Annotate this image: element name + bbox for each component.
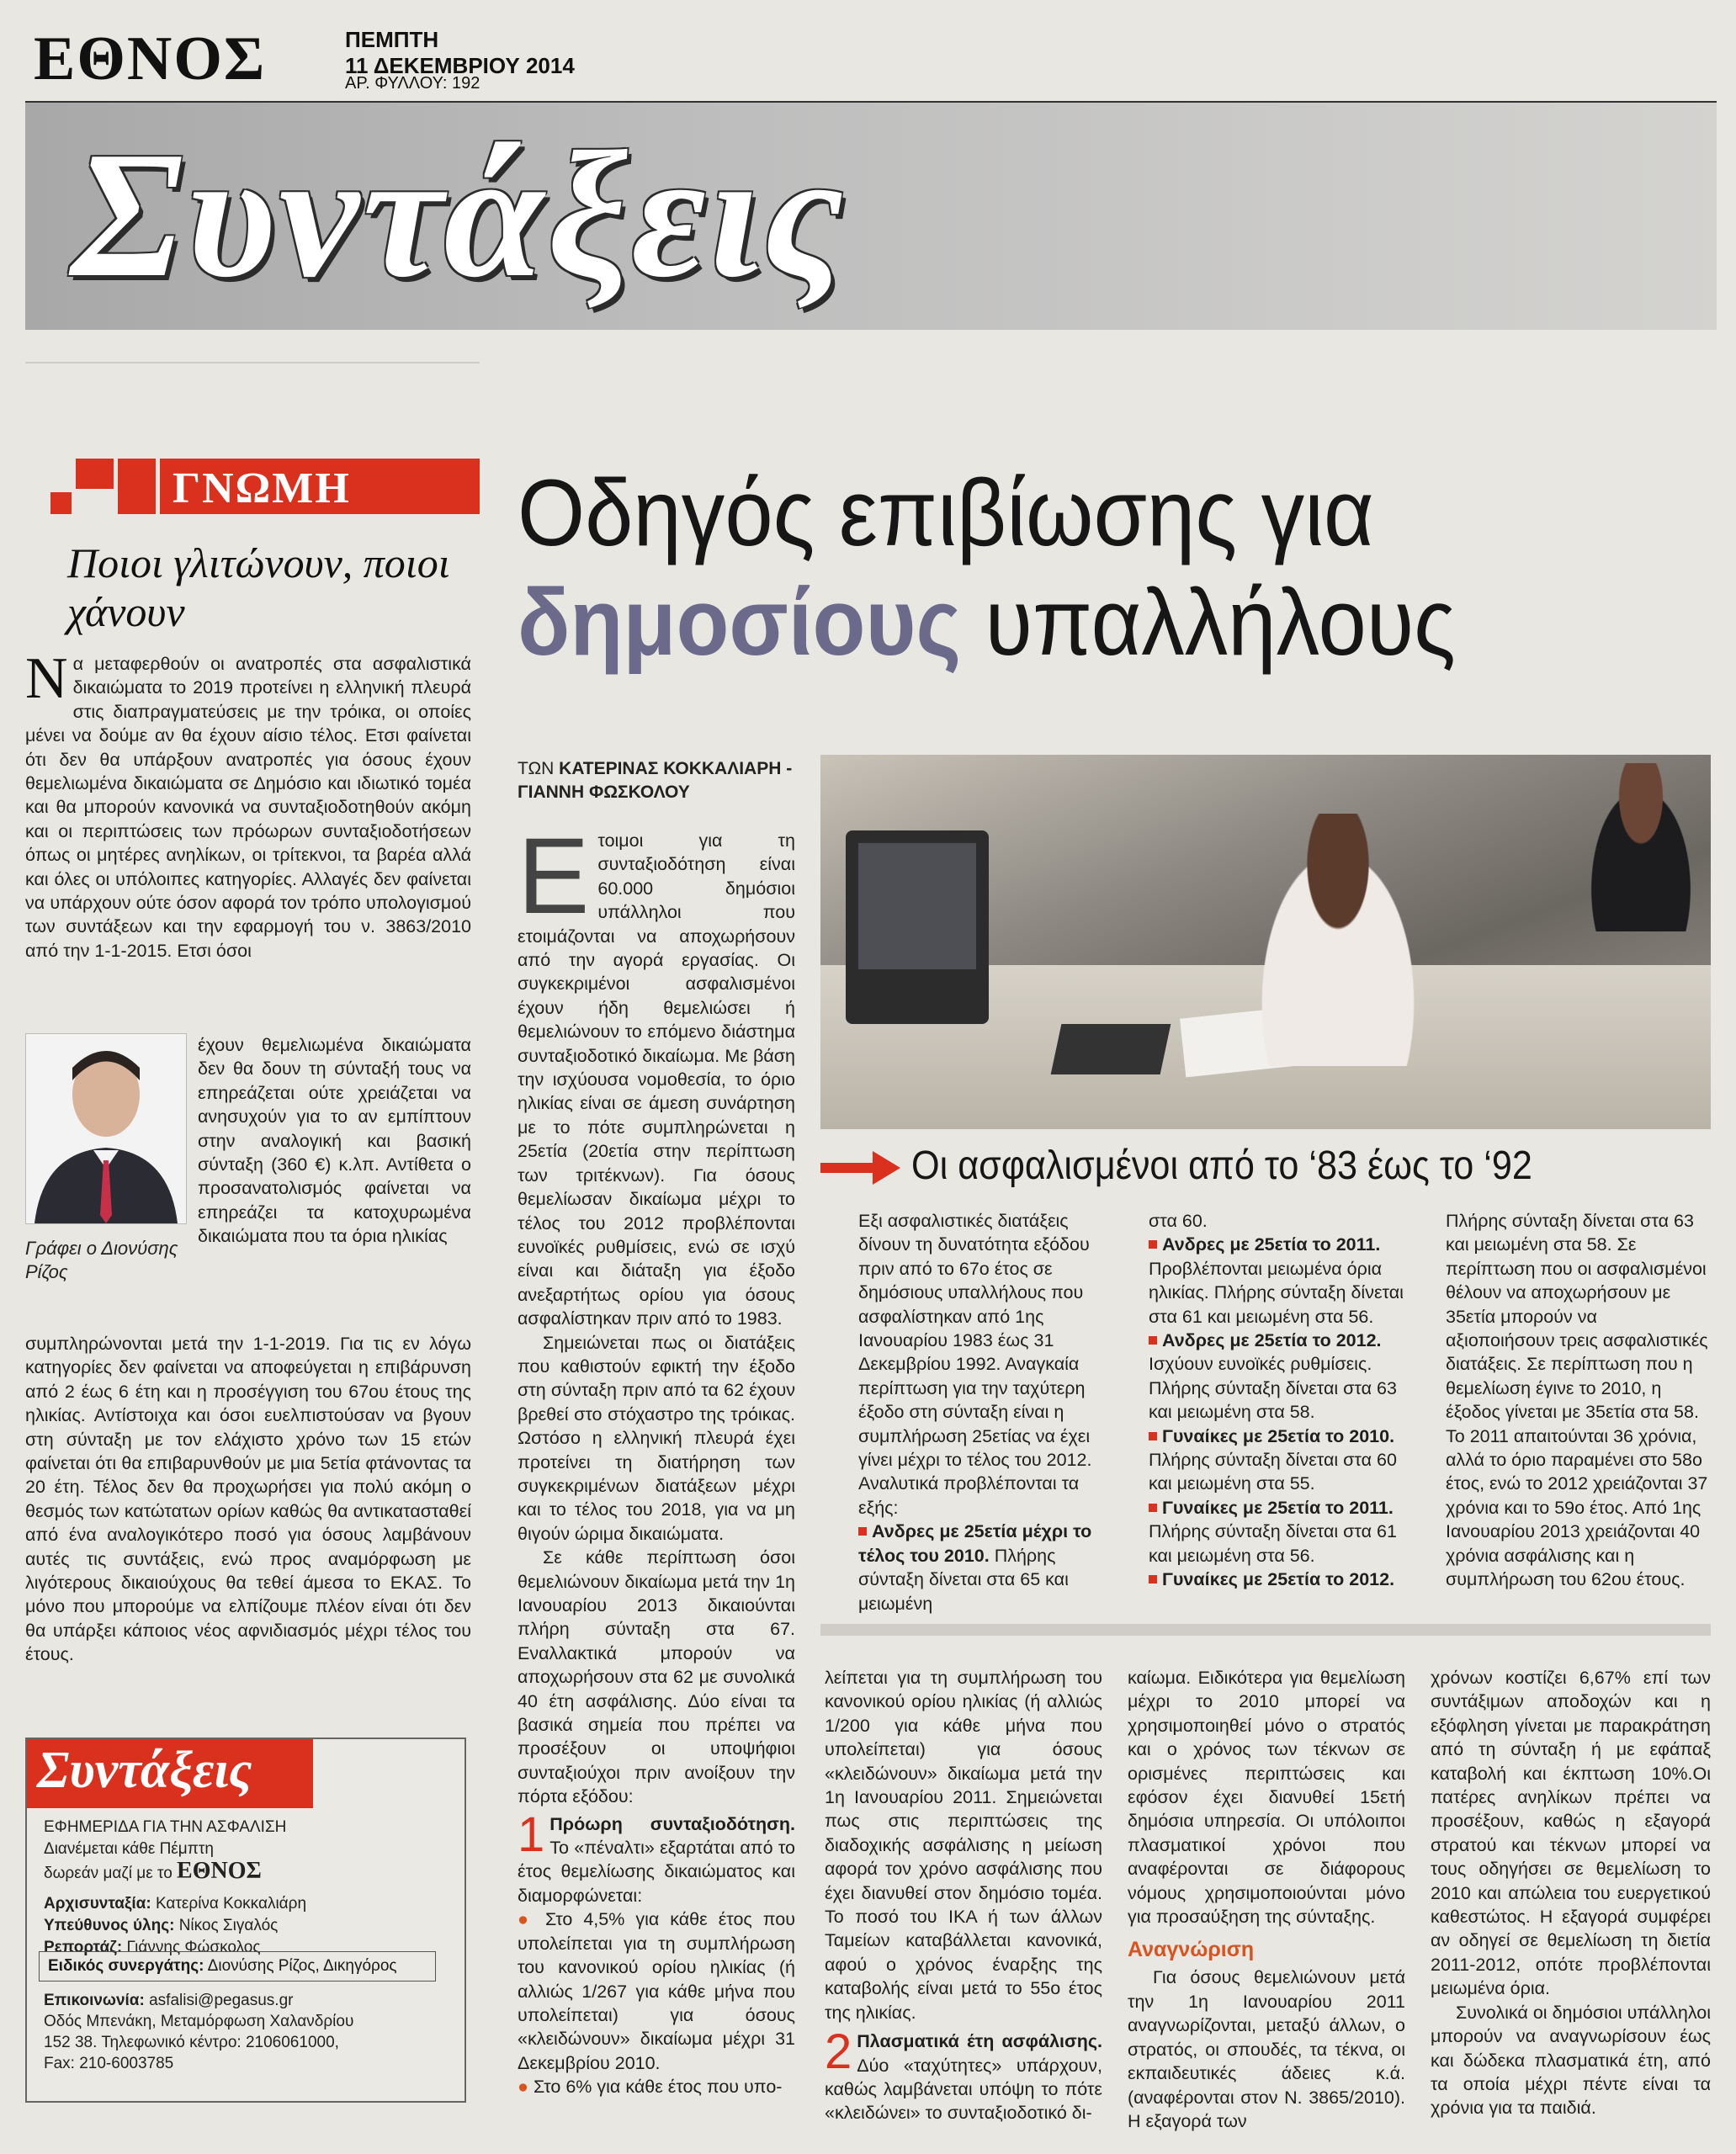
sub-bullet-text: Πλήρης σύνταξη δίνεται στα 65 και μειωμένη — [858, 1545, 1069, 1614]
special-collaborator — [39, 1951, 436, 1982]
sub-bullet-head: Γυναίκες με 25ετία το 2011. — [1162, 1497, 1394, 1518]
square-bullet-icon — [858, 1527, 867, 1536]
bottom-text-end: Συνολικά οι δημόσιοι υπάλληλοι μπορούν να αναγνωρίσουν έως και δώδεκα πλασματικά έτη, από τα οποία μέχρι πέντε είναι τα χρόνια για τα παιδιά. — [1431, 2002, 1711, 2119]
article-byline — [518, 757, 795, 804]
sub-bullet — [1149, 1425, 1418, 1496]
author-portrait-icon — [26, 1034, 186, 1223]
issue-date — [345, 27, 575, 79]
sub-bullet — [1149, 1233, 1418, 1329]
info-box-staff — [44, 1893, 456, 1915]
sub-mid: Αναλυτικά προβλέπονται τα εξής: — [858, 1473, 1080, 1518]
issue-full-date: 11 ΔΕΚΕΜΒΡΙΟΥ 2014 — [345, 53, 575, 78]
byline-prefix: ΤΩΝ — [518, 759, 555, 778]
point-text: Δύο «ταχύτητες» υπάρχουν, καθώς λαμβάνεται υπόψη το πότε «κλειδώνει» το συνταξιοδοτικό δι- — [825, 2055, 1102, 2124]
bottom-column-2 — [1128, 1666, 1405, 2133]
byline-authors: ΚΑΤΕΡΙΝΑΣ ΚΟΚΚΑΛΙΑΡΗ - ΓΙΑΝΝΗ ΦΩΣΚΟΛΟΥ — [518, 759, 793, 802]
section-title: Συντάξεις — [72, 114, 847, 315]
report-label: Ρεπορτάζ: — [44, 1939, 123, 1956]
opinion-dropcap: Ν — [25, 646, 68, 711]
bottom-column-3 — [1431, 1666, 1711, 2120]
headline-line-2 — [518, 568, 1617, 677]
sub-bullet — [1149, 1496, 1418, 1568]
issue-number: ΑΡ. ΦΥΛΛΟΥ: 192 — [345, 74, 480, 93]
photo-clerk — [1241, 814, 1435, 1066]
sub-bullet-head: Γυναίκες με 25ετία το 2012. — [1162, 1569, 1395, 1590]
article-p3: Σε κάθε περίπτωση όσοι θεμελιώνουν δικαίωμα μετά την 1η Ιανουαρίου 2013 δικαιούνται πλήρη σύνταξη στα 67. Εναλλακτικά μπορούν να αποχωρήσουν στα 62 με συνολικά 40 έτη ασφάλισης. Δύο είναι τα βασικά σημεία που πρέπει να προσέξουν οι υποψήφιοι συνταξιούχοι πριν ανοίξουν την πόρτα εξόδου: — [518, 1547, 795, 1807]
article-p1: τοιμοι για τη συνταξιοδότηση είναι 60.000 δημόσιοι υπάλληλοι που ετοιμάζονται να αποχωρήσουν από την αγορά εργασίας. Οι συγκεκριμένοι ασφαλισμένοι έχουν ήδη θεμελιώσει ή θεμελιώνουν το επόμενο διάστημα συνταξιοδοτικό δικαίωμα. Με βάση την ισχύουσα νομοθεσία, το όριο ηλικίας είναι σε άμεση συνάρτηση με το πότε συμπληρώνεται η 25ετία (20ετία στην περίπτωση των τριτέκνων). Για όσους θεμελίωσαν δικαίωμα μέχρι το τέλος του 2012 προβλέπονται ευνοϊκές ρυθμίσεις, ενώ σε ισχύ είναι και διάταξη για έξοδο ανεξαρτήτως ορίου για όσους ασφαλίστηκαν πριν από το 1983. — [518, 830, 795, 1329]
photo-keyboard — [1051, 1024, 1171, 1074]
bottom-text: καίωμα. Ειδικότερα για θεμελίωση μέχρι το 2010 μπορεί να χρησιμοποιηθεί μόνο ο στρατός και ο χρόνος των τέκνων σε ορισμένες περιπτώσεις και εφόσον έχει διανυθεί 15ετή δημόσια υπηρεσία. Οι υπόλοιποι πλασματικοί χρόνοι που αναφέρονται σε διάφορους νόμους χρησιμοποιούνται μόνο για προσαύξηση της σύνταξης. — [1128, 1668, 1405, 1928]
bullet-text: Στο 4,5% για κάθε έτος που υπολείπεται για τη συμπλήρωση του κανονικού ορίου ηλικίας (ή αλλιώς 1/267 για κάθε μήνα που υπολείπεται) για όσους «κλειδώνουν» δικαίωμα μέχρι 31 Δεκεμβρίου 2010. — [518, 1909, 795, 2073]
article-paragraph — [518, 816, 795, 1331]
opinion-intro-text: α μεταφερθούν οι ανατροπές στα ασφαλιστικά δικαιώματα το 2019 προτείνει η ελληνική πλευρά στις διαπραγματεύσεις με την τρόικα, οι οποίες μένει να δούμε αν θα έχουν αίσιο τέλος. Ετσι φαίνεται ότι δεν θα υπάρξουν ανατροπές για όσους έχουν θεμελιωμένα δικαιώματα σε Δημόσιο και ιδιωτικό τομέα και θα μπορούν κανονικά να συνταξιοδοτηθούν ακόμη και οι περιπτώσεις των πρόωρων συνταξιοδοτήσεων όπως οι μητέρες ανηλίκων, οι τρίτεκνοι, τα βαρέα αλλά και όλες οι υπόλοιπες κατηγορίες. Αλλαγές δεν φαίνεται να υπάρχουν ούτε όσον αφορά τον τρόπο υπολογισμού των συντάξεων και την εφαρμογή του ν. 3863/2010 από την 1-1-2015. Ετσι όσοι — [25, 654, 471, 961]
bottom-text: χρόνων κοστίζει 6,67% επί των συντάξιμων αποδοχών και η εξόφληση γίνεται με παρακράτηση από τη σύνταξη ή με εφάπαξ καταβολή και έκπτωση 10%.Οι πατέρες ανηλίκων πρέπει να προσέξουν, καθώς η εξαγορά στρατού και τέκνων μπορεί να τους οδηγήσει σε θεμελίωση το 2010 και απώλεια του ευεργετικού καθεστώτος. Η εξαγορά συμφέρει αν οδηγεί σε θεμελίωση τη διετία 2011-2012, οπότε προβλέπονται μειωμένα όρια. — [1431, 1668, 1711, 1999]
info-box-line: ΕΦΗΜΕΡΙΔΑ ΓΙΑ ΤΗΝ ΑΣΦΑΛΙΣΗ — [44, 1818, 287, 1836]
sub-bullet-text: Προβλέπονται μειωμένα όρια ηλικίας. Πλήρης σύνταξη δίνεται στα 61 και μειωμένη στα 56. — [1149, 1258, 1404, 1327]
sub-bullet-head: Γυναίκες με 25ετία το 2010. — [1162, 1425, 1395, 1446]
publication-info-box — [25, 1738, 466, 2103]
sub-bullet — [1149, 1568, 1418, 1591]
arrow-right-icon — [820, 1149, 900, 1186]
info-box-title: Συντάξεις — [37, 1742, 252, 1799]
photo-screen — [858, 843, 976, 969]
opinion-side-text: έχουν θεμελιωμένα δικαιώματα δεν θα δουν τη σύνταξή τους να επηρεάζεται ούτε χρειάζεται να ανησυχούν για το αν εμπίπτουν στην αναλογική και βασική σύνταξη (360 €) κ.λπ. Αντίθετα ο προσανατολισμός φαίνεται να επηρεάζει τα κατοχυρωμένα δικαιώματα που τα όρια ηλικίας — [198, 1035, 471, 1247]
opinion-title: Ποιοι γλιτώνουν, ποιοι χάνουν — [67, 539, 450, 635]
recognition-text: Για όσους θεμελιώνουν μετά την 1η Ιανουαρίου 2011 αναγνωρίζονται, μεταξύ άλλων, ο στρατός, οι σπουδές, τα τέκνα, οι εκπαιδευτικές άδειες κ.ά. (αναφέρονται στον Ν. 3865/2010). Η εξαγορά των — [1128, 1967, 1405, 2131]
article-dropcap: Ε — [518, 816, 590, 936]
square-bullet-icon — [1149, 1575, 1157, 1584]
opinion-tag-square — [76, 459, 114, 489]
opinion-tag — [25, 459, 480, 517]
photo-clerk-background — [1578, 763, 1704, 931]
bullet-icon: ● — [518, 2077, 534, 2098]
numbered-point-1 — [518, 1806, 795, 1908]
recognition-heading: Αναγνώριση — [1128, 1938, 1255, 1962]
contact-email[interactable]: asfalisi@pegasus.gr — [149, 1992, 294, 2009]
subsection-column-3: Πλήρης σύνταξη δίνεται στα 63 και μειωμένη στα 58. Σε περίπτωση που οι ασφαλισμένοι θέλουν να αποχωρήσουν με 35ετία μπορούν να αξιοποιήσουν τρεις ασφαλιστικές διατάξεις. Σε περίπτωση που η θεμελίωση έγινε το 2010, η έξοδος γίνεται με 35ετία στα 58. Το 2011 απαιτούνται 36 χρόνια, αλλά το όριο παραμένει στο 58ο έτος, ενώ το 2012 χρειάζονται 37 χρόνια και το 59ο έτος. Από 1ης Ιανουαρίου 2013 χρειάζονται 40 χρόνια ασφάλισης και η συμπλήρωση του 62ου έτους. — [1446, 1211, 1708, 1590]
sub-bullet-text: Ισχύουν ευνοϊκές ρυθμίσεις. Πλήρης σύνταξη δίνεται στα 63 και μειωμένη στα 58. — [1149, 1354, 1397, 1423]
bullet-text: Στο 6% για κάθε έτος που υπο- — [533, 2077, 783, 2098]
author-photo — [25, 1033, 187, 1224]
sub-bullet-head: Ανδρες με 25ετία το 2012. — [1162, 1330, 1382, 1351]
responsible-name: Νίκος Σιγαλός — [178, 1917, 279, 1934]
opinion-column — [25, 459, 480, 1704]
info-box-contact — [44, 1990, 456, 2074]
penalty-bullet — [518, 2075, 795, 2098]
square-bullet-icon — [1149, 1336, 1157, 1345]
special-name: Διονύσης Ρίζος, Δικηγόρος — [207, 1957, 397, 1975]
newspaper-logo: ΕΘΝΟΣ — [34, 24, 267, 93]
square-bullet-icon — [1149, 1240, 1157, 1249]
subsection-column-1 — [858, 1209, 1111, 1616]
info-box-line — [44, 1860, 456, 1885]
opinion-tag-square — [118, 459, 156, 514]
sub-continuation: στα 60. — [1149, 1211, 1208, 1231]
subsection-column-2 — [1149, 1209, 1418, 1592]
info-box-line: Διανέμεται κάθε Πέμπτη — [44, 1840, 214, 1858]
numbered-point-2 — [825, 2024, 1102, 2125]
special-label: Ειδικός συνεργάτης: — [48, 1957, 204, 1975]
point-number: 1 — [518, 1806, 545, 1862]
point-number: 2 — [825, 2024, 852, 2080]
square-bullet-icon — [1149, 1504, 1157, 1512]
sub-bullet-head: Ανδρες με 25ετία το 2011. — [1162, 1234, 1381, 1255]
article-p2: Σημειώνεται πως οι διατάξεις που καθιστούν εφικτή την έξοδο στη σύνταξη πριν από τα 62 έχουν βρεθεί στο στόχαστρο της τρόικας. Ωστόσο η ελληνική πλευρά έχει προτείνει τη διατήρηση των συγκεκριμένων διατάξεων μέχρι και το τέλος του 2018, για να μη θιγούν ώριμα δικαιώματα. — [518, 1332, 795, 1544]
article-headline — [518, 459, 1617, 677]
info-box-ethnos: ΕΘΝΟΣ — [177, 1858, 262, 1884]
author-caption: Γράφει ο Διονύσης Ρίζος — [25, 1238, 178, 1282]
subsection-header — [820, 1143, 1711, 1193]
sub-bullet-text: Πλήρης σύνταξη δίνεται στα 60 και μειωμένη στα 55. — [1149, 1450, 1397, 1494]
info-box-line-text: δωρεάν μαζί με το — [44, 1865, 173, 1882]
point-heading: Πρόωρη συνταξιοδότηση. — [549, 1813, 795, 1834]
point-heading: Πλασματικά έτη ασφάλισης. — [857, 2031, 1102, 2052]
opinion-rest: συμπληρώνονται μετά την 1-1-2019. Για τις εν λόγω κατηγορίες δεν φαίνεται να αποφεύγεται η επιβάρυνση από 2 έως 6 έτη και η προσέγγιση του 67ου έτους της ηλικίας. Αντίστοιχα και όσοι ευελπιστούσαν να βγουν στη σύνταξη με τον ελάχιστο χρόνο των 15 ετών φαίνεται ότι θα επιβαρυνθούν με μια 5ετία φτάνοντας τα 20 έτη. Τέλος δεν θα προχωρήσει για πολύ ακόμη ο θεσμός των κατώτατων ορίων καθώς θα αντικατασταθεί από ένα αναλογικότερο ποσό για όσους λαμβάνουν αυτές τις συντάξεις, ενώ προς αναμόρφωση με λιγότερους δικαιούχους θα τεθεί άμεσα το ΕΚΑΣ. Το μόνο που μπορούμε να ελπίζουμε πλέον είναι ότι δεν θα υπάρξει κάποιος νέος αφνιδιασμός μέχρι τέλος του έτους. — [25, 1334, 471, 1665]
opinion-tag-label: ΓΝΩΜΗ — [173, 464, 351, 512]
bottom-column-1 — [825, 1666, 1102, 2125]
bottom-text: λείπεται για τη συμπλήρωση του κανονικού ορίου ηλικίας (ή αλλιώς 1/200 για κάθε μήνα που υπολείπεται) για όσους «κλειδώνουν» δικαίωμα μετά την 1η Ιανουαρίου 2011. Σημειώνεται πως στις περιπτώσεις της διαδοχικής ασφάλισης η μείωση αφορά τον χρόνο ασφάλισης που έχει διανυθεί στον δημόσιο τομέα. Το ποσό του ΙΚΑ ή των άλλων Ταμείων καταβάλλεται κανονικά, αφού ο χρόνος έναρξης της καταβολής είναι μετά το 55ο έτος της ηλικίας. — [825, 1668, 1102, 2023]
contact-line — [44, 1990, 456, 2011]
headline-accent: δημοσίους — [518, 570, 962, 675]
responsible-label: Υπεύθυνος ύλης: — [44, 1917, 175, 1934]
subsection-title: Οι ασφαλισμένοι από το ‘83 έως το ‘92 — [911, 1143, 1532, 1188]
sub-bullet-text: Πλήρης σύνταξη δίνεται στα 61 και μειωμένη στα 56. — [1149, 1521, 1397, 1566]
opinion-tag-square — [50, 492, 72, 514]
penalty-bullet — [518, 1907, 795, 2075]
headline-rest: υπαλλήλους — [985, 570, 1456, 675]
fax-line: Fax: 210-6003785 — [44, 2055, 174, 2072]
point-text: Το «πέναλτι» εξαρτάται από το έτος θεμελίωσης δικαιώματος και διαμορφώνεται: — [518, 1838, 795, 1906]
sub-bullet — [858, 1520, 1111, 1616]
sub-bullet — [1149, 1329, 1418, 1425]
bullet-icon: ● — [518, 1909, 545, 1930]
opinion-intro — [25, 646, 471, 963]
info-box-details — [44, 1817, 456, 1959]
contact-label: Επικοινωνία: — [44, 1992, 145, 2009]
headline-line-1: Οδηγός επιβίωσης για — [518, 460, 1374, 565]
editor-name: Κατερίνα Κοκκαλιάρη — [155, 1895, 307, 1913]
mid-divider — [820, 1624, 1711, 1636]
article-column-1 — [518, 816, 795, 2099]
sub-bullet-head: Ανδρες με 25ετία μέχρι το τέλος του 2010. — [858, 1521, 1092, 1566]
sub-intro: Εξι ασφαλιστικές διατάξεις δίνουν τη δυνατότητα εξόδου πριν από το 67ο έτος σε δημόσιους υπαλλήλους που ασφαλίστηκαν από 1ης Ιανουαρίου 1983 έως 31 Δεκεμβρίου 1992. Αναγκαία περίπτωση για την ταχύτερη έξοδο στη σύνταξη είναι η συμπλήρωση 25ετίας να έχει γίνει μέχρι το τέλος του 2012. — [858, 1211, 1092, 1471]
info-box-staff — [44, 1915, 456, 1937]
square-bullet-icon — [1149, 1432, 1157, 1440]
address-line: 152 38. Τηλεφωνικό κέντρο: 2106061000, — [44, 2034, 339, 2051]
editor-label: Αρχισυνταξία: — [44, 1895, 151, 1913]
issue-day: ΠΕΜΠΤΗ — [345, 27, 439, 52]
office-photo — [820, 755, 1711, 1129]
address-line: Οδός Μπενάκη, Μεταμόρφωση Χαλανδρίου — [44, 2013, 354, 2030]
left-column-divider — [25, 362, 480, 363]
report-name: Γιάννης Φώσκολος — [126, 1939, 261, 1956]
